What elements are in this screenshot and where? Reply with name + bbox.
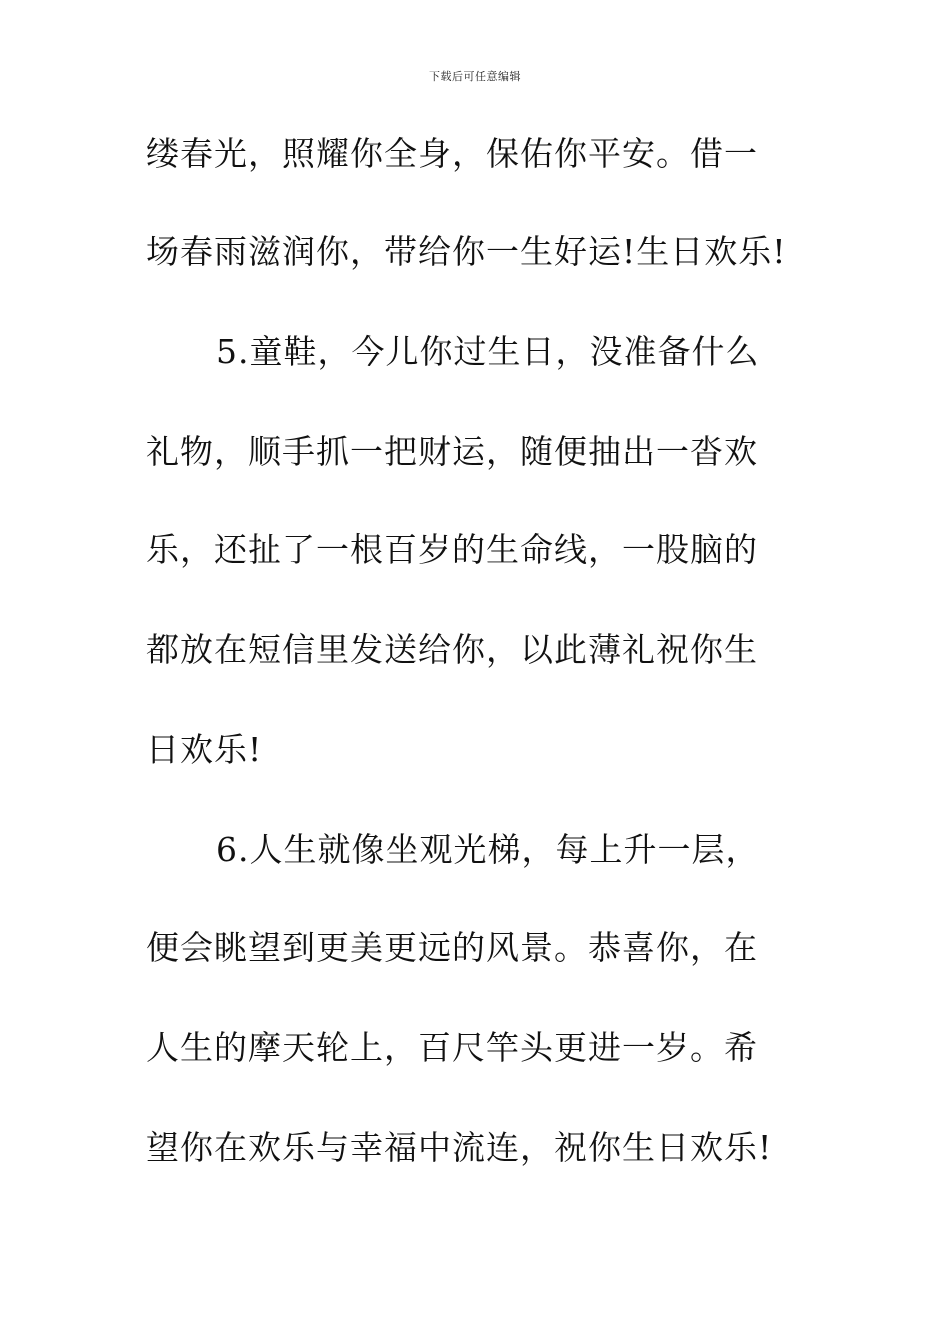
paragraph-6-first-line: 6.人生就像坐观光梯，每上升一层， [216,830,760,869]
page-header: 下载后可任意编辑 [429,70,521,83]
paragraph-5-first-line: 5.童鞋，今儿你过生日，没准备什么 [216,332,760,371]
text-line: 乐，还扯了一根百岁的生命线，一股脑的 [146,530,758,569]
text-line: 都放在短信里发送给你，以此薄礼祝你生 [146,630,758,669]
text-line: 人生的摩天轮上，百尺竿头更进一岁。希 [146,1028,758,1067]
text-line: 缕春光，照耀你全身，保佑你平安。借一 [146,134,758,173]
text-line: 便会眺望到更美更远的风景。恭喜你，在 [146,928,758,967]
text-line: 日欢乐! [146,730,263,769]
text-line: 礼物，顺手抓一把财运，随便抽出一沓欢 [146,432,758,471]
text-line: 望你在欢乐与幸福中流连，祝你生日欢乐! [146,1128,773,1167]
text-line: 场春雨滋润你，带给你一生好运!生日欢乐! [146,232,787,271]
